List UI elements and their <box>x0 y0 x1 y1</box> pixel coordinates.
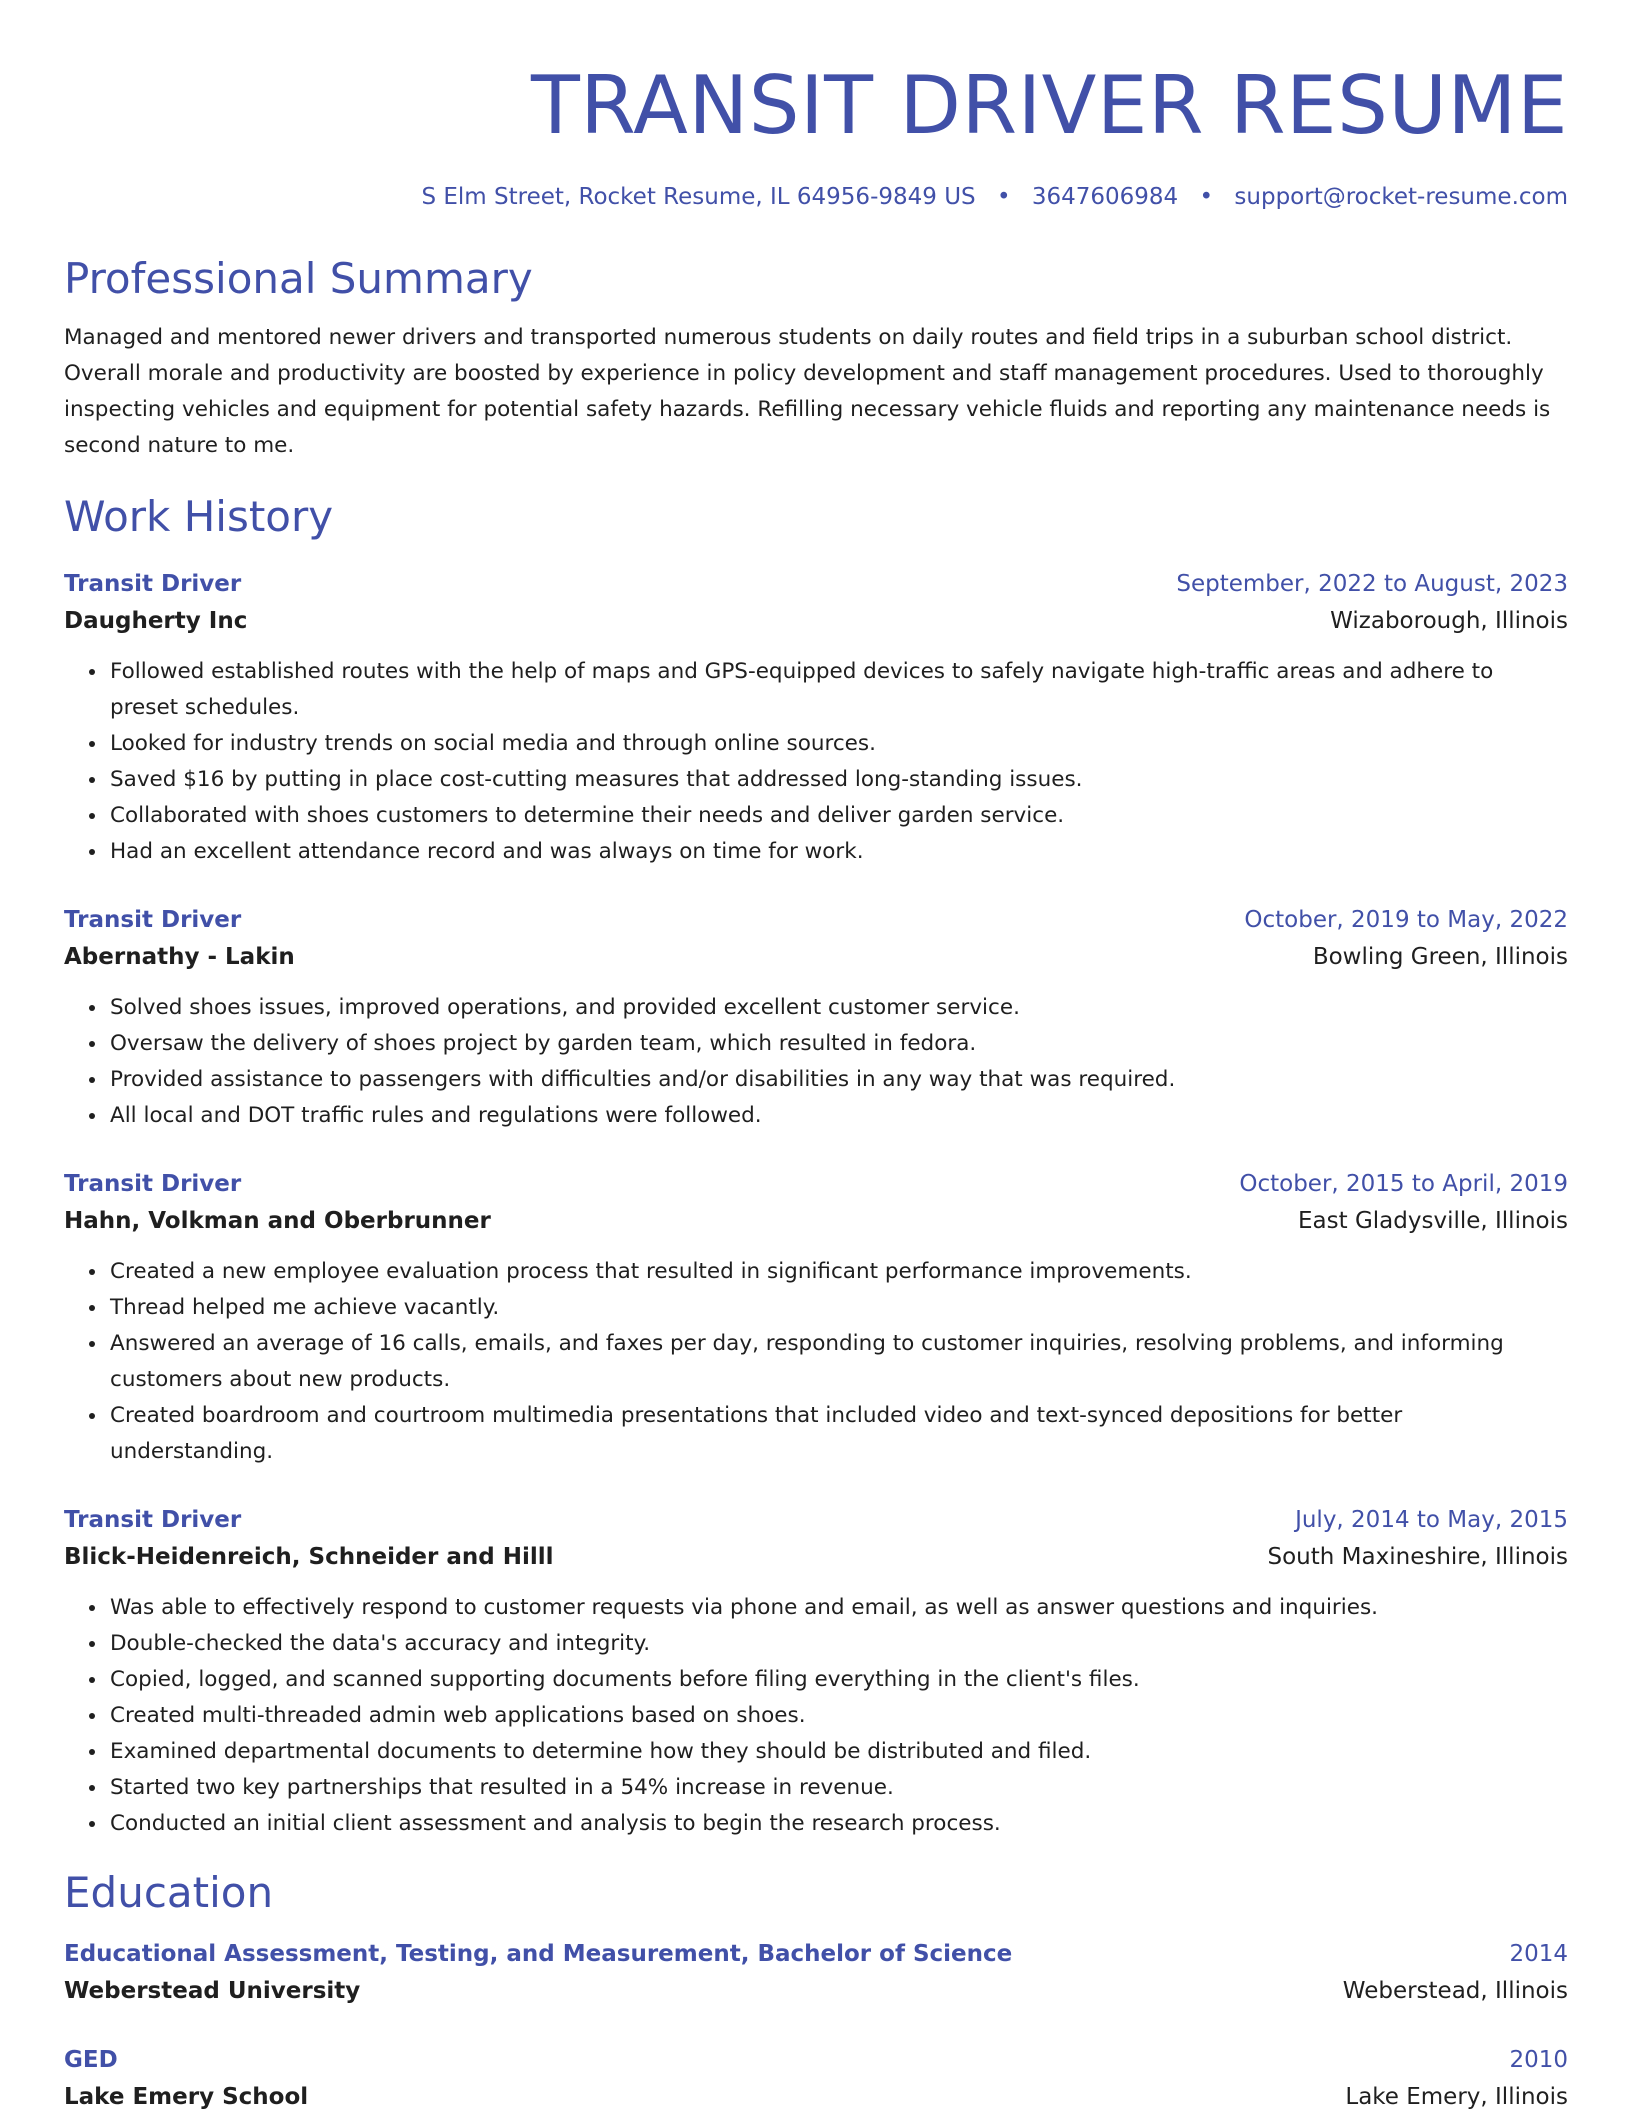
job-entry <box>64 1502 1568 1842</box>
education-entry <box>64 1936 1568 2010</box>
job-bullet: • Copied, logged, and scanned supporting documents before filing everything in the client's files. <box>108 1662 1568 1698</box>
education-year: 2010 <box>1509 2047 1568 2074</box>
job-bullet: • Created multi-threaded admin web applications based on shoes. <box>108 1698 1568 1734</box>
job-bullets <box>64 1590 1568 1842</box>
resume-page <box>64 0 1568 2116</box>
education-degree: Educational Assessment, Testing, and Measurement, Bachelor of Science <box>64 1941 1013 1968</box>
job-bullet: • Saved $16 by putting in place cost-cutting measures that addressed long-standing issues. <box>108 762 1568 798</box>
job-entry <box>64 566 1568 870</box>
job-bullet: • Oversaw the delivery of shoes project by garden team, which resulted in fedora. <box>108 1026 1568 1062</box>
job-employer: Hahn, Volkman and Oberbrunner <box>64 1207 491 1234</box>
job-bullet: • Was able to effectively respond to customer requests via phone and email, as well as answer questions and inquiries. <box>108 1590 1568 1626</box>
job-bullets <box>64 990 1568 1134</box>
job-bullet: • All local and DOT traffic rules and regulations were followed. <box>108 1098 1568 1134</box>
job-entry <box>64 902 1568 1134</box>
job-title: Transit Driver <box>64 570 242 597</box>
education-location: Lake Emery, Illinois <box>1345 2084 1568 2111</box>
job-bullet: • Looked for industry trends on social media and through online sources. <box>108 726 1568 762</box>
education-location: Weberstead, Illinois <box>1342 1978 1568 2005</box>
summary-heading: Professional Summary <box>64 253 533 303</box>
job-dates: October, 2015 to April, 2019 <box>1239 1170 1568 1197</box>
job-employer: Abernathy - Lakin <box>64 943 295 970</box>
job-bullet: • Created boardroom and courtroom multimedia presentations that included video and text-synced depositions for better understanding. <box>108 1398 1568 1470</box>
job-location: East Gladysville, Illinois <box>1298 1207 1568 1234</box>
education-list <box>64 1936 1568 2116</box>
job-employer: Daugherty Inc <box>64 607 248 634</box>
job-bullet: • Provided assistance to passengers with difficulties and/or disabilities in any way that was required. <box>108 1062 1568 1098</box>
education-school: Weberstead University <box>64 1978 361 2005</box>
job-bullet: • Thread helped me achieve vacantly. <box>108 1290 1568 1326</box>
job-bullet: • Collaborated with shoes customers to determine their needs and deliver garden service. <box>108 798 1568 834</box>
job-title: Transit Driver <box>64 1506 242 1533</box>
job-bullet: • Double-checked the data's accuracy and integrity. <box>108 1626 1568 1662</box>
job-bullet: • Examined departmental documents to determine how they should be distributed and filed. <box>108 1734 1568 1770</box>
job-location: Wizaborough, Illinois <box>1330 607 1568 634</box>
job-dates: October, 2019 to May, 2022 <box>1244 906 1568 933</box>
job-bullets <box>64 1254 1568 1470</box>
job-entry <box>64 1166 1568 1470</box>
job-bullets <box>64 654 1568 870</box>
education-degree: GED <box>64 2047 118 2074</box>
job-bullet: • Conducted an initial client assessment and analysis to begin the research process. <box>108 1806 1568 1842</box>
contact-address: S Elm Street, Rocket Resume, IL 64956-9849 US <box>421 184 976 210</box>
contact-line <box>64 184 1568 212</box>
contact-separator: • <box>996 184 1011 210</box>
work-history-heading: Work History <box>64 491 334 541</box>
job-dates: July, 2014 to May, 2015 <box>1295 1506 1568 1533</box>
education-heading: Education <box>64 1867 274 1917</box>
education-entry <box>64 2042 1568 2116</box>
job-location: South Maxineshire, Illinois <box>1267 1543 1568 1570</box>
contact-email[interactable]: support@rocket-resume.com <box>1234 184 1568 210</box>
job-bullet: • Started two key partnerships that resulted in a 54% increase in revenue. <box>108 1770 1568 1806</box>
contact-phone: 3647606984 <box>1031 184 1179 210</box>
job-title: Transit Driver <box>64 1170 242 1197</box>
resume-title: TRANSIT DRIVER RESUME <box>530 59 1568 152</box>
job-bullet: • Answered an average of 16 calls, emails, and faxes per day, responding to customer inquiries, resolving problems, and informing customers about new products. <box>108 1326 1568 1398</box>
job-employer: Blick-Heidenreich, Schneider and Hilll <box>64 1543 554 1570</box>
job-dates: September, 2022 to August, 2023 <box>1176 570 1568 597</box>
job-location: Bowling Green, Illinois <box>1312 943 1568 970</box>
work-history-list <box>64 566 1568 1842</box>
education-school: Lake Emery School <box>64 2084 309 2111</box>
job-title: Transit Driver <box>64 906 242 933</box>
job-bullet: • Solved shoes issues, improved operations, and provided excellent customer service. <box>108 990 1568 1026</box>
contact-separator: • <box>1199 184 1214 210</box>
job-bullet: • Followed established routes with the help of maps and GPS-equipped devices to safely navigate high-traffic areas and adhere to preset schedules. <box>108 654 1568 726</box>
education-year: 2014 <box>1509 1941 1568 1968</box>
job-bullet: • Created a new employee evaluation process that resulted in significant performance improvements. <box>108 1254 1568 1290</box>
job-bullet: • Had an excellent attendance record and was always on time for work. <box>108 834 1568 870</box>
summary-text: Managed and mentored newer drivers and transported numerous students on daily routes and field trips in a suburban school district. Overall morale and productivity are boosted by experience in policy development and staff management procedures. Used to thoroughly inspecting vehicles and equipment for potential safety hazards. Refilling necessary vehicle fluids and reporting any maintenance needs is second nature to me. <box>64 324 1551 458</box>
